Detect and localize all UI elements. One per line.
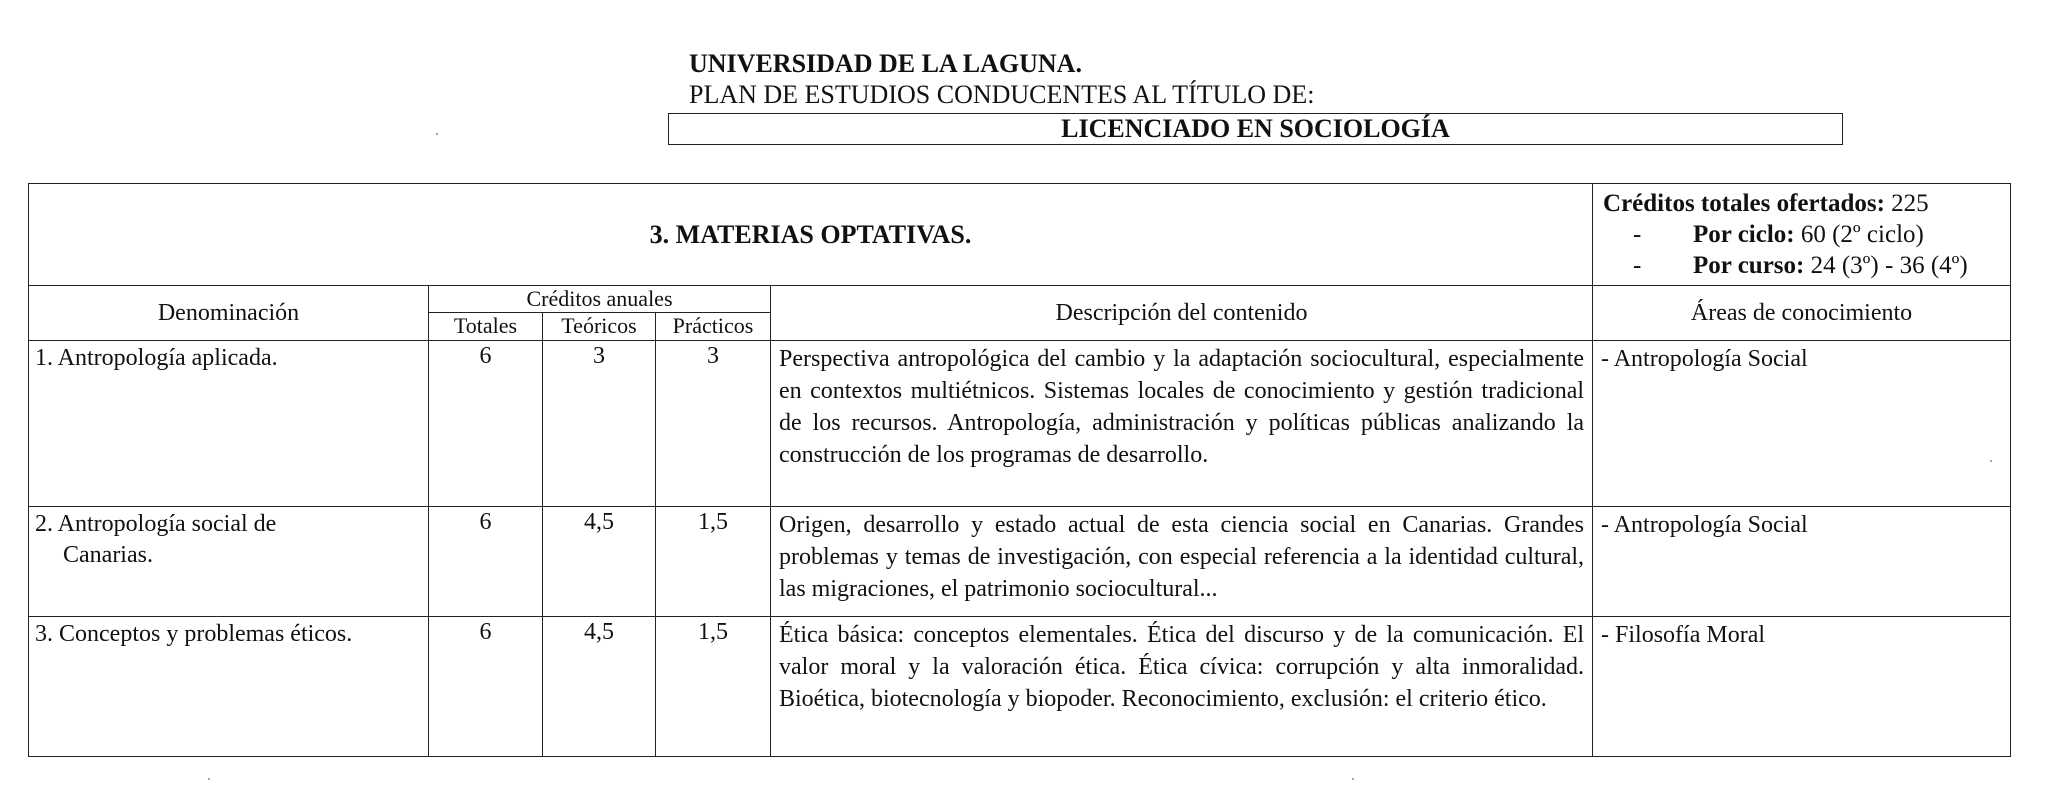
subject-name: [29, 507, 429, 617]
column-header-theory: Teóricos: [543, 313, 656, 341]
column-header-totals: Totales: [429, 313, 543, 341]
subject-name-line: 1. Antropología aplicada.: [35, 345, 278, 371]
scan-speck: [1352, 778, 1354, 780]
plan-title: PLAN DE ESTUDIOS CONDUCENTES AL TÍTULO DE:: [689, 80, 1315, 109]
per-cycle-label: Por ciclo:: [1693, 221, 1795, 248]
credits-total-label: Créditos totales ofertados:: [1603, 190, 1885, 217]
subject-description: Perspectiva antropológica del cambio y la adaptación sociocultural, especialmente en contextos multiétnicos. Sistemas locales de conocimiento y gestión tradicional de los recursos. Antropología, administración y políticas públicas analizando la construcción de los programas de desarrollo.: [771, 341, 1593, 507]
column-header-row: [29, 286, 2011, 313]
credits-totals: 6: [429, 617, 543, 757]
subject-name-line: 2. Antropología social de: [35, 511, 277, 537]
column-header-name: Denominación: [29, 286, 429, 341]
column-header-areas: Áreas de conocimiento: [1593, 286, 2011, 341]
credits-summary: [1593, 184, 2011, 286]
subject-name: [29, 617, 429, 757]
university-name: UNIVERSIDAD DE LA LAGUNA.: [689, 49, 1082, 78]
credits-practice: 1,5: [656, 507, 771, 617]
per-course-dash: -: [1633, 252, 1642, 279]
scan-speck: [208, 778, 210, 780]
subject-name-line: Canarias.: [63, 542, 153, 568]
credits-practice: 1,5: [656, 617, 771, 757]
per-course-label: Por curso:: [1693, 252, 1805, 279]
column-header-description: Descripción del contenido: [771, 286, 1593, 341]
credits-theory: 3: [543, 341, 656, 507]
section-title: 3. MATERIAS OPTATIVAS.: [29, 184, 1593, 286]
per-course-value: 24 (3º) - 36 (4º): [1810, 252, 1968, 279]
subject-description: Origen, desarrollo y estado actual de esta ciencia social en Canarias. Grandes problemas y temas de investigación, con especial referencia a la identidad cultural, las migraciones, el patrimonio sociocultural...: [771, 507, 1593, 617]
knowledge-area: - Filosofía Moral: [1593, 617, 2011, 757]
optional-subjects-table: [28, 183, 2011, 757]
credits-totals: 6: [429, 507, 543, 617]
credits-totals: 6: [429, 341, 543, 507]
table-row: [29, 507, 2011, 617]
per-cycle-value: 60 (2º ciclo): [1800, 221, 1924, 248]
credits-theory: 4,5: [543, 617, 656, 757]
table-row: [29, 617, 2011, 757]
column-header-credits: Créditos anuales: [429, 286, 771, 313]
subject-description: Ética básica: conceptos elementales. Ética del discurso y de la comunicación. El valor moral y la valoración ética. Ética cívica: corrupción y alta inmoralidad. Bioética, biotecnología y biopoder. Reconocimiento, exclusión: el criterio ético.: [771, 617, 1593, 757]
column-header-practice: Prácticos: [656, 313, 771, 341]
credits-total-value: 225: [1891, 190, 1929, 217]
knowledge-area: - Antropología Social: [1593, 507, 2011, 617]
subject-name-line: 3. Conceptos y problemas éticos.: [35, 621, 353, 647]
credits-theory: 4,5: [543, 507, 656, 617]
knowledge-area: - Antropología Social: [1593, 341, 2011, 507]
subject-name: [29, 341, 429, 507]
scan-speck: [436, 133, 438, 135]
section-header-row: [29, 184, 2011, 286]
degree-title: LICENCIADO EN SOCIOLOGÍA: [668, 113, 1843, 145]
per-cycle-dash: -: [1633, 221, 1642, 248]
table-row: [29, 341, 2011, 507]
credits-practice: 3: [656, 341, 771, 507]
scan-speck: [1990, 460, 1992, 462]
